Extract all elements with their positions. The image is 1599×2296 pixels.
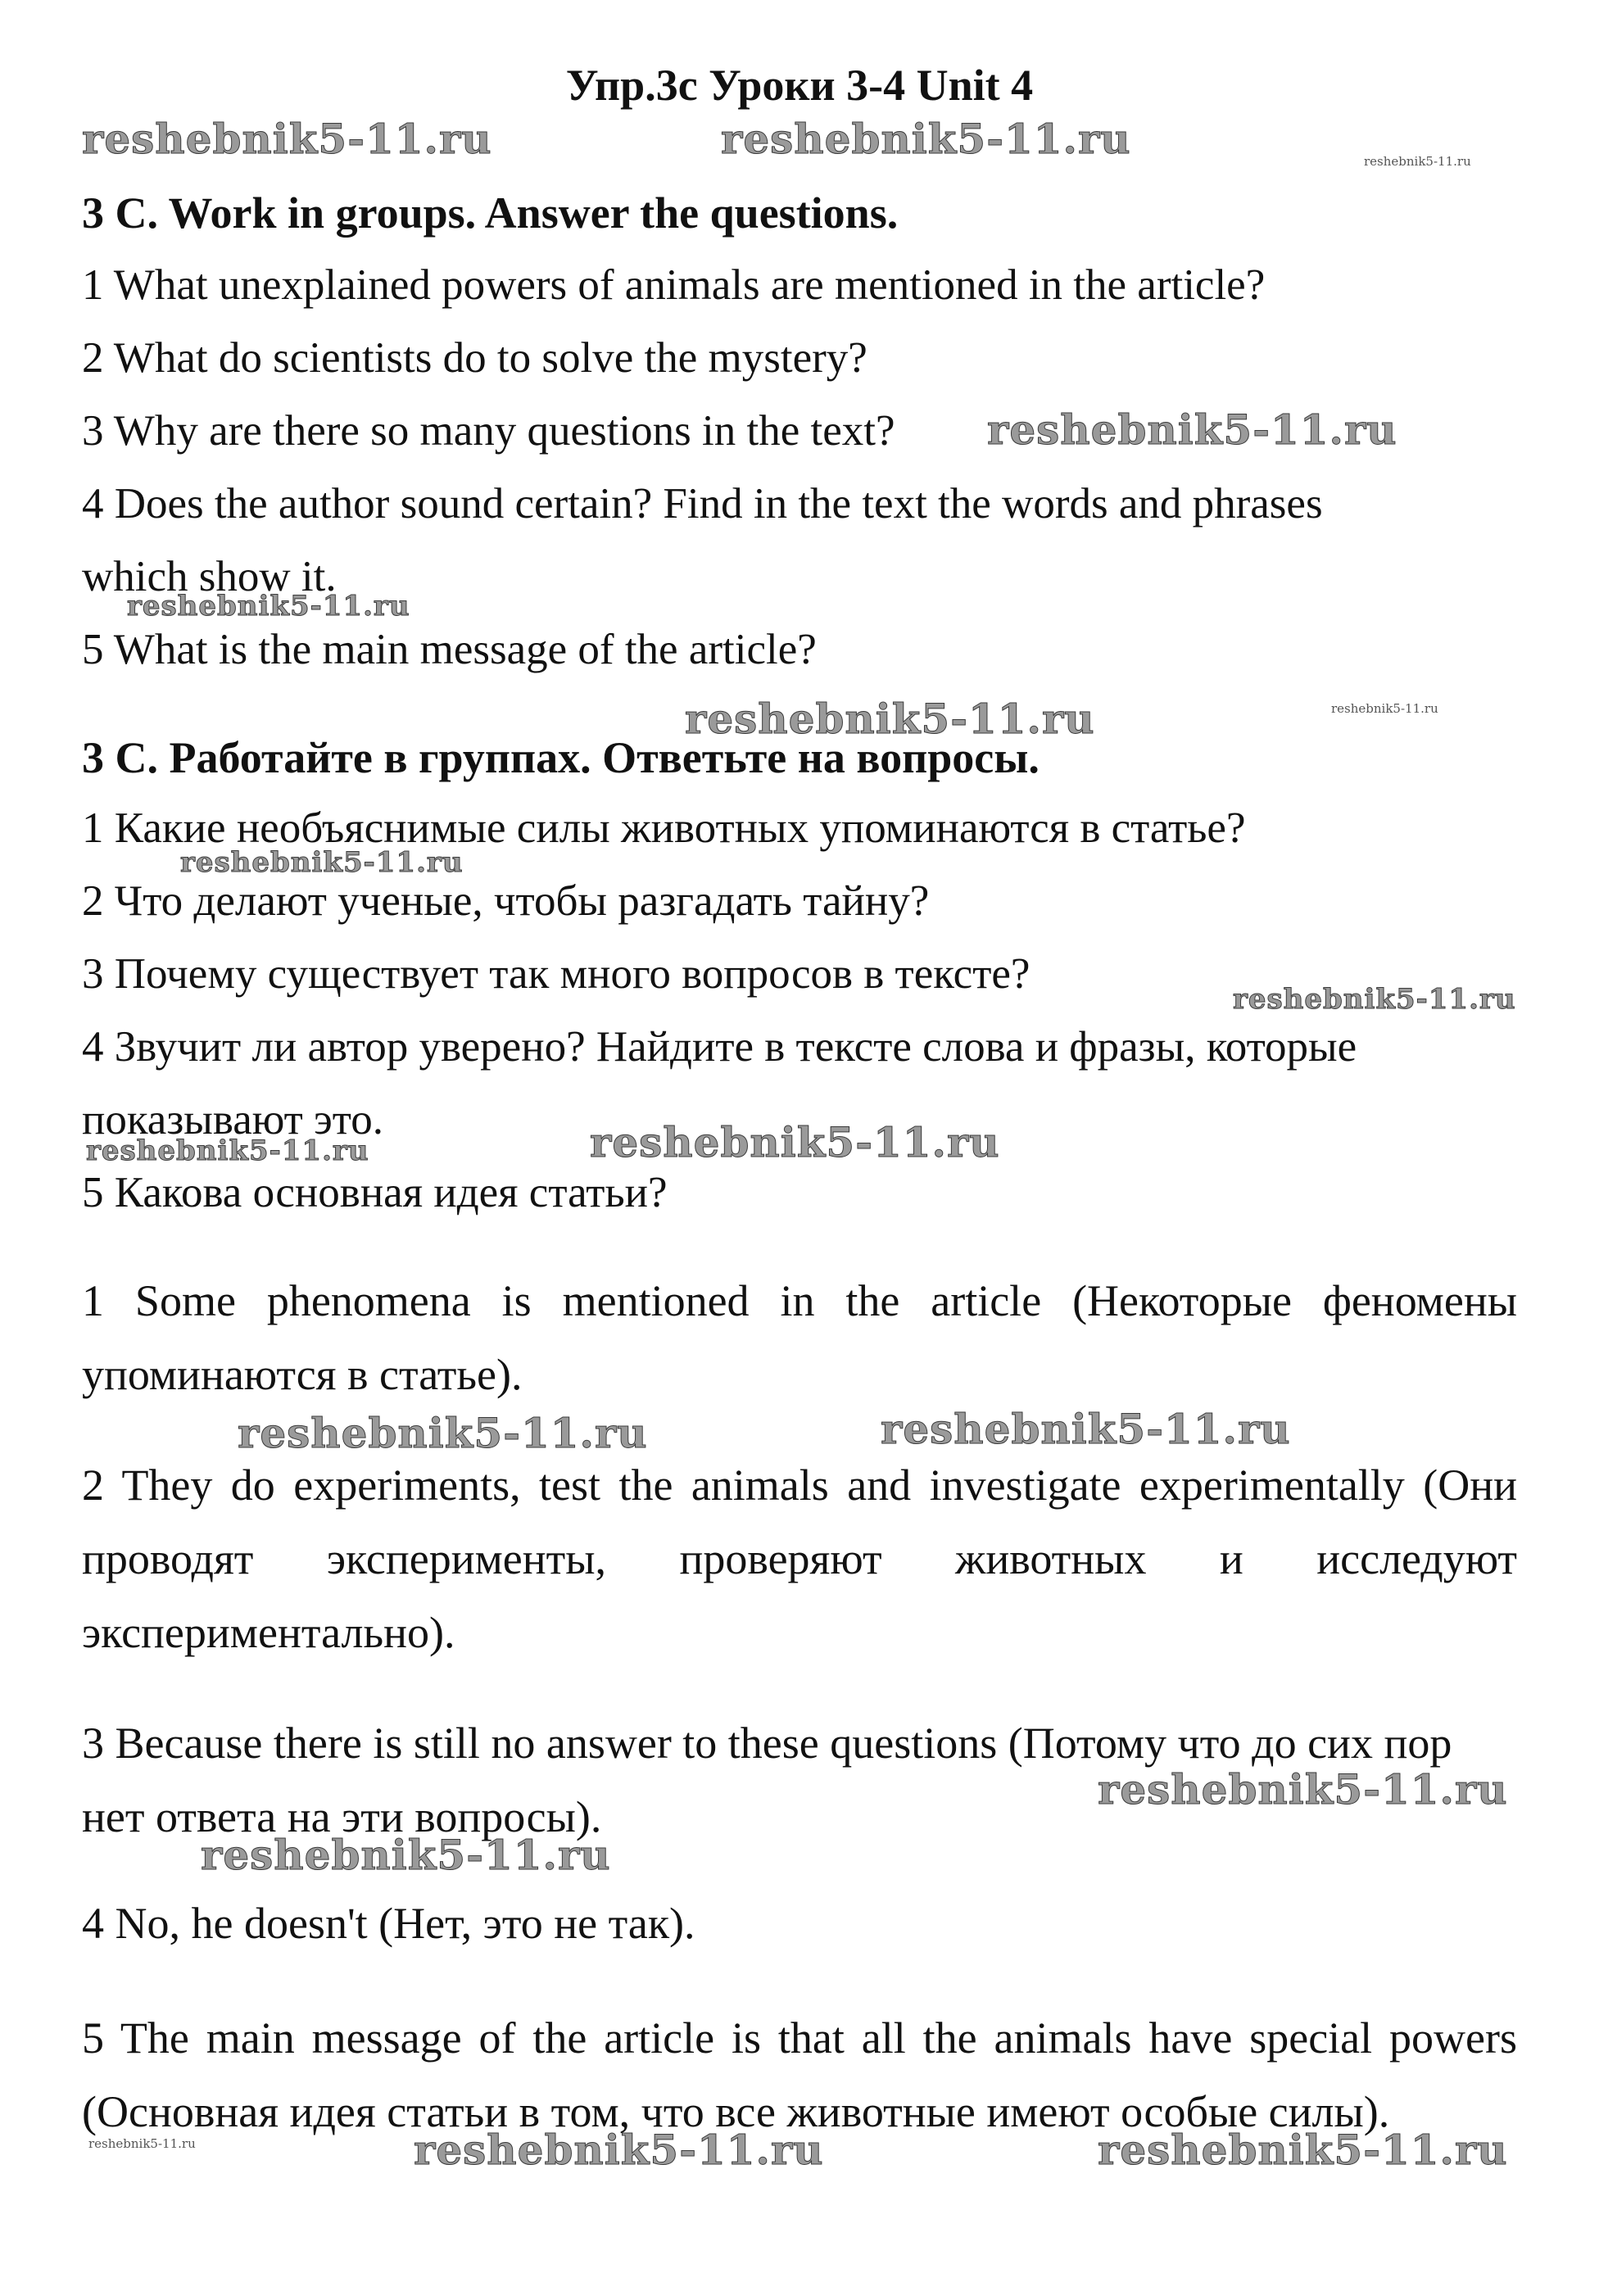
watermark: reshebnik5-11.ru [721, 115, 1131, 163]
watermark: reshebnik5-11.ru [1233, 983, 1516, 1016]
russian-question-3: 3 Почему существует так много вопросов в тексте? [82, 950, 1031, 998]
watermark: reshebnik5-11.ru [685, 695, 1095, 743]
answer-3: 3 Because there is still no answer to these questions (Потому что до сих пор нет ответа на эти вопросы). [82, 1719, 1452, 1841]
watermark: reshebnik5-11.ru [238, 1409, 648, 1457]
watermark: reshebnik5-11.ru [88, 2136, 196, 2151]
page-title: Упр.3с Уроки 3-4 Unit 4 [565, 61, 1034, 110]
watermark: reshebnik5-11.ru [180, 846, 464, 879]
watermark: reshebnik5-11.ru [1098, 2126, 1508, 2174]
english-heading: 3 C. Work in groups. Answer the questions. [82, 188, 899, 238]
russian-question-4-continued: показывают это. [82, 1096, 383, 1143]
russian-question-5: 5 Какова основная идея статьи? [82, 1169, 668, 1216]
english-question-1: 1 What unexplained powers of animals are mentioned in the article? [82, 261, 1266, 309]
watermark: reshebnik5-11.ru [881, 1405, 1291, 1453]
english-question-4: 4 Does the author sound certain? Find in the text the words and phrases [82, 480, 1323, 528]
russian-question-4: 4 Звучит ли автор уверено? Найдите в тексте слова и фразы, которые [82, 1023, 1357, 1071]
english-question-2: 2 What do scientists do to solve the mystery? [82, 334, 867, 382]
watermark: reshebnik5-11.ru [414, 2126, 824, 2174]
watermark: reshebnik5-11.ru [82, 115, 492, 163]
watermark: reshebnik5-11.ru [1364, 154, 1471, 169]
watermark: reshebnik5-11.ru [1331, 701, 1438, 716]
english-question-4-continued: which show it. [82, 553, 337, 600]
english-question-5: 5 What is the main message of the article? [82, 626, 817, 673]
russian-heading: 3 С. Работайте в группах. Ответьте на вопросы. [82, 733, 1040, 782]
answer-1: 1 Some phenomena is mentioned in the article (Некоторые феномены упоминаются в статье). [82, 1276, 1517, 1399]
watermark: reshebnik5-11.ru [1098, 1765, 1508, 1814]
watermark: reshebnik5-11.ru [86, 1134, 369, 1167]
russian-question-1: 1 Какие необъяснимые силы животных упоминаются в статье? [82, 804, 1246, 852]
answer-4: 4 No, he doesn't (Нет, это не так). [82, 1899, 695, 1948]
watermark: reshebnik5-11.ru [987, 405, 1397, 454]
watermark: reshebnik5-11.ru [590, 1118, 1000, 1166]
answer-5: 5 The main message of the article is that all the animals have special powers (Основная идея статьи в том, что все животные имеют особые силы). [82, 2013, 1517, 2136]
answer-2: 2 They do experiments, test the animals and investigate experimentally (Они проводят эксперименты, проверяют животных и исследуют экспериментально). [82, 1460, 1517, 1657]
watermark: reshebnik5-11.ru [127, 590, 410, 623]
watermark: reshebnik5-11.ru [201, 1831, 611, 1879]
english-question-3: 3 Why are there so many questions in the text? [82, 407, 895, 455]
russian-question-2: 2 Что делают ученые, чтобы разгадать тайну? [82, 877, 930, 925]
